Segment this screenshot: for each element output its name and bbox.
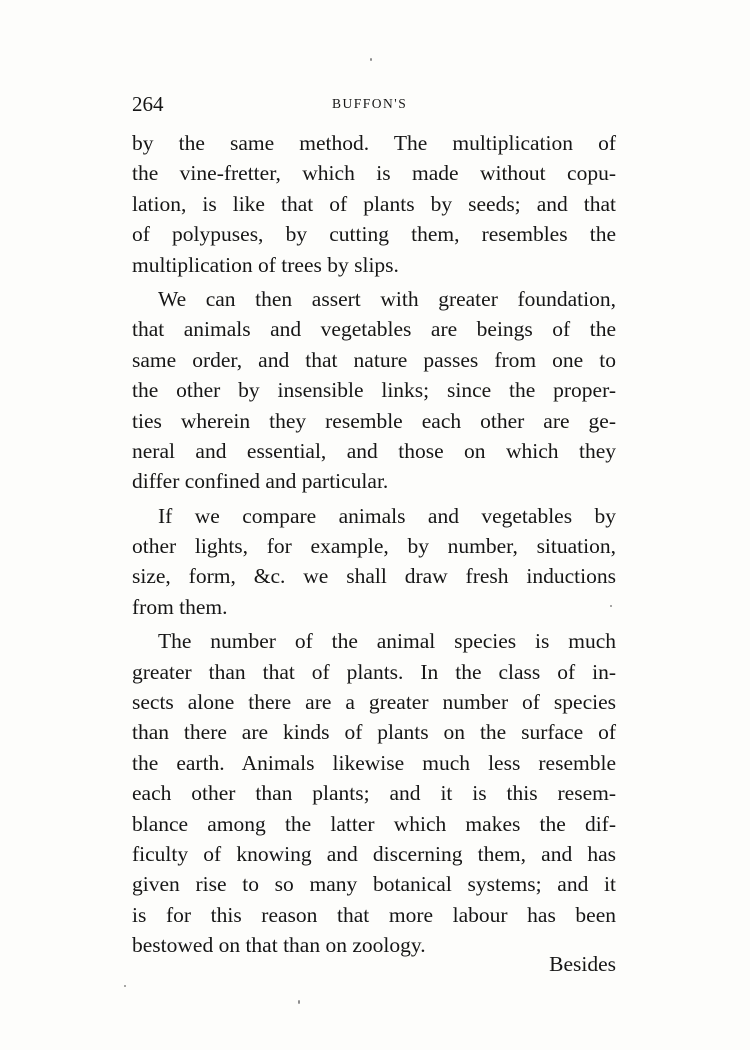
text-line: differ confined and particular.: [132, 469, 389, 494]
text-line: bestowed on that than on zoology.: [132, 933, 426, 958]
paragraph: [132, 626, 616, 960]
catchword: Besides: [549, 952, 616, 976]
paragraph: [132, 284, 616, 497]
text-line: The number of the animal species is much: [158, 629, 616, 654]
text-line: is for this reason that more labour has been: [132, 902, 616, 927]
text-line: of polypuses, by cutting them, resembles the: [132, 222, 616, 247]
text-line: We can then assert with greater foundation,: [158, 286, 616, 311]
page-header: [132, 92, 616, 118]
text-line: multiplication of trees by slips.: [132, 252, 399, 277]
text-line: that animals and vegetables are beings of the: [132, 317, 616, 342]
text-line: than there are kinds of plants on the surface of: [132, 720, 616, 745]
text-line: given rise to so many botanical systems; and it: [132, 872, 616, 897]
text-line: other lights, for example, by number, situation,: [132, 534, 616, 559]
paragraph: [132, 501, 616, 623]
text-line: ties wherein they resemble each other are ge-: [132, 408, 616, 433]
print-speck: [298, 1000, 300, 1004]
text-line: lation, is like that of plants by seeds; and that: [132, 191, 616, 216]
print-speck: [124, 985, 126, 987]
text-line: greater than that of plants. In the class of in-: [132, 659, 616, 684]
text-line: by the same method. The multiplication of: [132, 131, 616, 155]
text-line: the earth. Animals likewise much less resemble: [132, 750, 616, 775]
text-line: same order, and that nature passes from one to: [132, 347, 616, 372]
text-line: ficulty of knowing and discerning them, and has: [132, 841, 616, 866]
print-speck: [610, 605, 612, 607]
text-line: from them.: [132, 594, 228, 619]
text-line: sects alone there are a greater number of species: [132, 690, 616, 715]
body-text: [132, 128, 616, 961]
text-line: neral and essential, and those on which they: [132, 438, 616, 463]
print-speck: [370, 58, 372, 61]
text-line: blance among the latter which makes the dif-: [132, 811, 616, 836]
paragraph: [132, 128, 616, 280]
text-line: If we compare animals and vegetables by: [158, 503, 616, 528]
page-number: 264: [132, 92, 164, 116]
text-line: size, form, &c. we shall draw fresh inductions: [132, 564, 616, 589]
text-line: the other by insensible links; since the proper-: [132, 378, 616, 403]
text-line: the vine-fretter, which is made without copu-: [132, 161, 616, 186]
text-line: each other than plants; and it is this resem-: [132, 781, 616, 806]
running-head: BUFFON'S: [332, 96, 408, 111]
